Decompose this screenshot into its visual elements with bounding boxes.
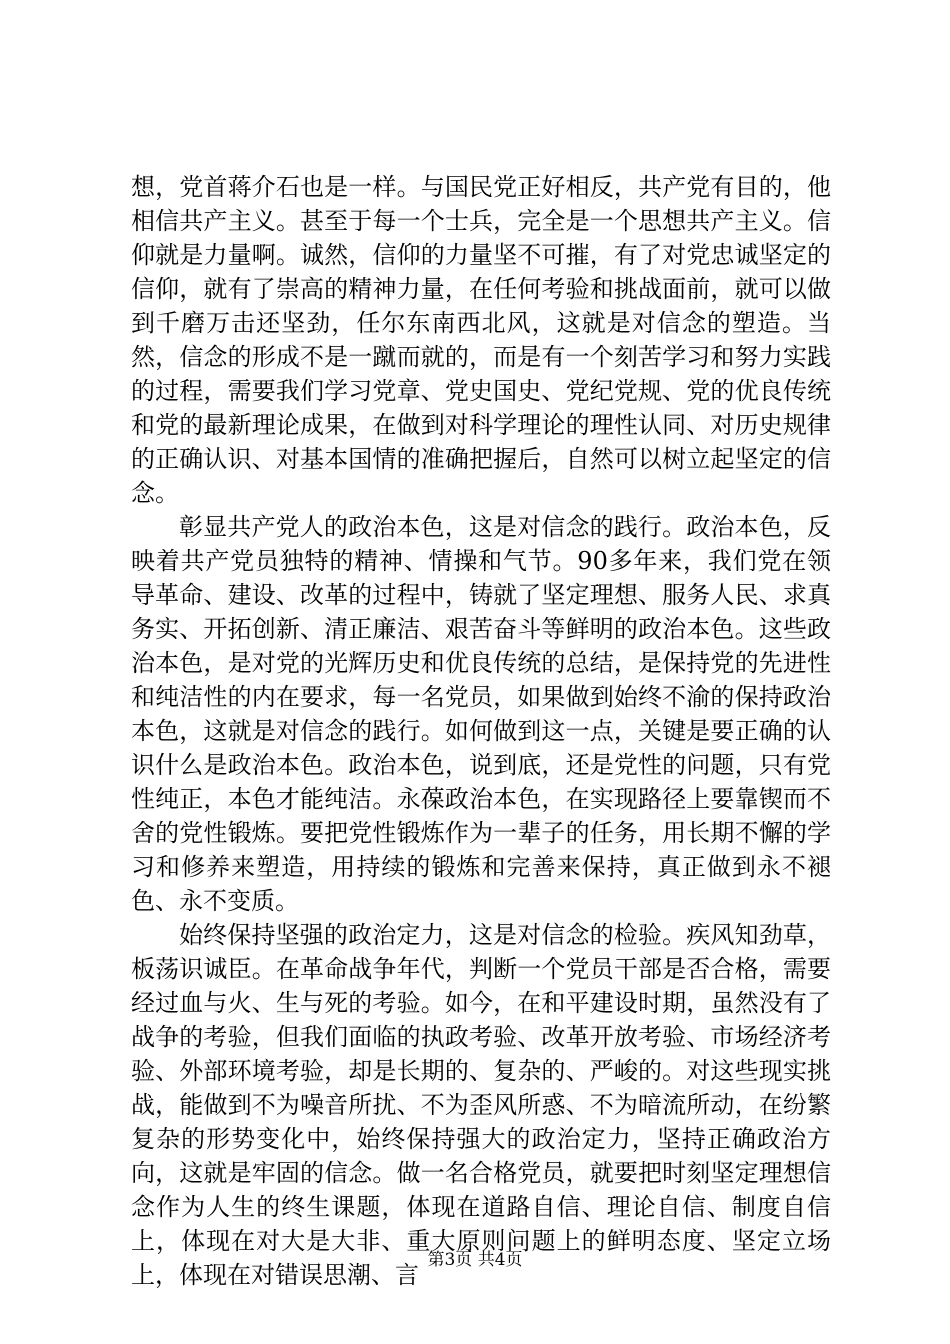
page-footer — [0, 1245, 950, 1270]
paragraph-political-resolve: 始终保持坚强的政治定力，这是对信念的检验。疾风知劲草，板荡识诚臣。在革命战争年代，判断一个党员干部是否合格，需要经过血与火、生与死的考验。如今，在和平建设时期，虽然没有了战争的考验，但我们面临的执政考验、改革开放考验、市场经济考验、外部环境考验，却是长期的、复杂的、严峻的。对这些现实挑战，能做到不为噪音所扰、不为歪风所惑、不为暗流所动，在纷繁复杂的形势变化中，始终保持强大的政治定力，坚持正确政治方向，这就是牢固的信念。做一名合格党员，就要把时刻坚定理想信念作为人生的终生课题，体现在道路自信、理论自信、制度自信上，体现在对大是大非、重大原则问题上的鲜明态度、坚定立场上，体现在对错误思潮、言 — [131, 921, 831, 1289]
paragraph-continued: 想，党首蒋介石也是一样。与国民党正好相反，共产党有目的，他相信共产主义。甚至于每一个士兵，完全是一个思想共产主义。信仰就是力量啊。诚然，信仰的力量坚不可摧，有了对党忠诚坚定的信仰，就有了崇高的精神力量，在任何考验和挑战面前，就可以做到千磨万击还坚劲，任尔东南西北风，这就是对信念的塑造。当然，信念的形成不是一蹴而就的，而是有一个刻苦学习和努力实践的过程，需要我们学习党章、党史国史、党纪党规、党的优良传统和党的最新理论成果，在做到对科学理论的理性认同、对历史规律的正确认识、对基本国情的准确把握后，自然可以树立起坚定的信念。 — [131, 173, 831, 507]
page-number-label: 第3页 共4页 — [427, 1250, 523, 1270]
paragraph-political-color: 彰显共产党人的政治本色，这是对信念的践行。政治本色，反映着共产党员独特的精神、情操和气节。90多年来，我们党在领导革命、建设、改革的过程中，铸就了坚定理想、服务人民、求真务实、开拓创新、清正廉洁、艰苦奋斗等鲜明的政治本色。这些政治本色，是对党的光辉历史和优良传统的总结，是保持党的先进性和纯洁性的内在要求，每一名党员，如果做到始终不渝的保持政治本色，这就是对信念的践行。如何做到这一点，关键是要正确的认识什么是政治本色。政治本色，说到底，还是党性的问题，只有党性纯正，本色才能纯洁。永葆政治本色，在实现路径上要靠锲而不舍的党性锻炼。要把党性锻炼作为一辈子的任务，用长期不懈的学习和修养来塑造，用持续的锻炼和完善来保持，真正做到永不褪色、永不变质。 — [131, 513, 831, 915]
document-body — [131, 170, 831, 1292]
